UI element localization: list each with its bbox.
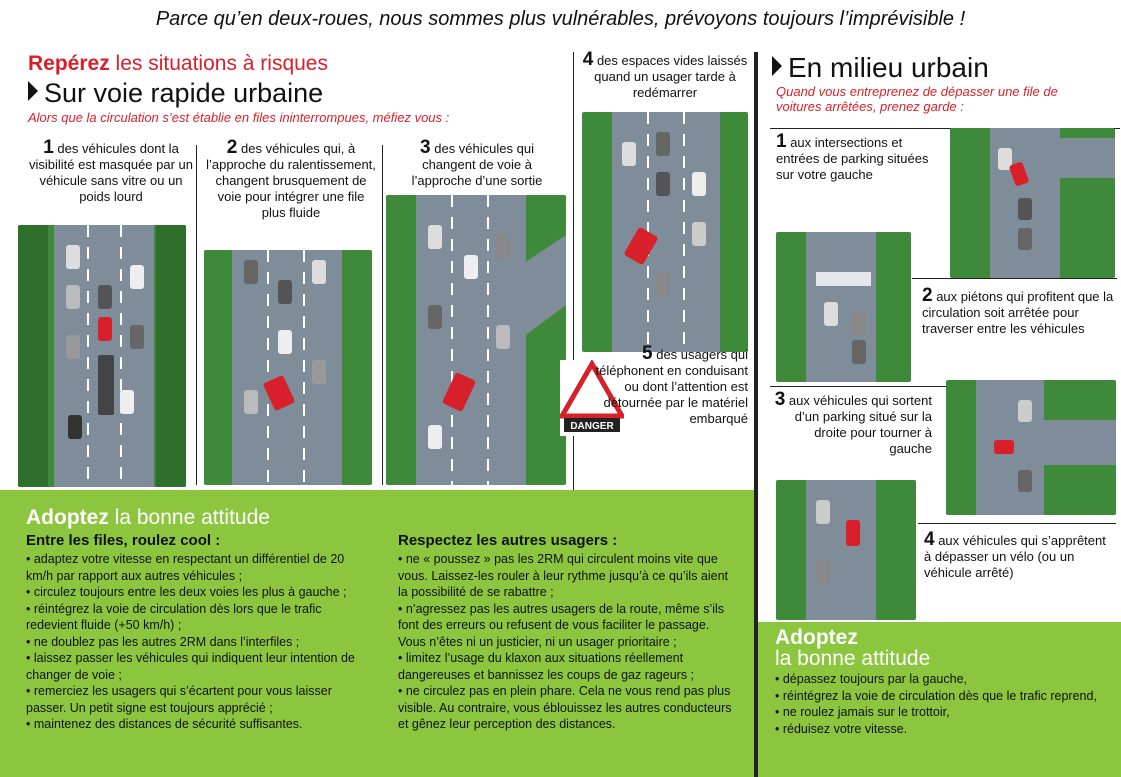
list-item: • remerciez les usagers qui s’écartent pour vous laisser passer. Un petit signe est toujours apprécié ; (26, 684, 332, 715)
col1-heading: Entre les files, roulez cool : (26, 532, 221, 549)
list-item: • laissez passer les véhicules qui indiquent leur intention de changer de voie ; (26, 651, 355, 682)
attitude-urban-list (775, 671, 1110, 737)
urban-item-3: 3 aux véhicules qui sortent d’un parking situé sur la droite pour tourner à gauche (774, 389, 932, 456)
divider (770, 386, 950, 387)
intro-urbain: Quand vous entreprenez de dépasser une file de voitures arrêtées, prenez garde : (776, 84, 1058, 114)
section-title-urbain: En milieu urbain (772, 52, 989, 84)
col2-heading: Respectez les autres usagers : (398, 532, 618, 549)
risk-item-2: 2 des véhicules qui, à l’approche du ralentissement, changent brusquement de voie pour intégrer une file plus fluide (206, 137, 376, 220)
triangle-bullet-icon (28, 81, 38, 101)
intro-voie-rapide: Alors que la circulation s’est établie en files ininterrompues, méfiez vous : (28, 110, 450, 125)
list-item: • ne doublez pas les autres 2RM dans l’interfiles ; (26, 634, 300, 649)
page-tagline: Parce qu’en deux-roues, nous sommes plus vulnérables, prévoyons toujours l’imprévisible ! (155, 8, 966, 30)
urban-item-2: 2 aux piétons qui profitent que la circulation soit arrêtée pour traverser entre les véhicules (922, 285, 1114, 336)
list-item: • n’agressez pas les autres usagers de la route, même s’ils font des erreurs ou refusent de vous faciliter le passage. Vous n’êtes ni un justicier, ni un usager prioritaire ; (398, 601, 725, 649)
triangle-bullet-icon (772, 56, 782, 76)
risk-item-1: 1 des véhicules dont la visibilité est masquée par un véhicule sans vitre ou un poids lourd (28, 137, 194, 204)
attitude-urban-title: Adoptez la bonne attitude (775, 626, 931, 670)
risk-item-4: 4 des espaces vides laissés quand un usager tarde à redémarrer (582, 49, 748, 100)
list-item: • ne roulez jamais sur le trottoir, (775, 705, 950, 719)
divider (918, 523, 1116, 524)
divider (382, 145, 383, 485)
road-illustration-3 (386, 195, 566, 485)
road-illustration-2 (204, 250, 372, 485)
list-item: • maintenez des distances de sécurité suffisantes. (26, 717, 303, 731)
urban-item-4: 4 aux véhicules qui s’apprêtent à dépasser un vélo (ou un véhicule arrêté) (924, 529, 1106, 580)
urban-item-1: 1 aux intersections et entrées de parking situées sur votre gauche (776, 131, 929, 182)
urban-illustration-1 (950, 128, 1115, 278)
list-item: • réintégrez la voie de circulation dès que le trafic reprend, (775, 688, 1097, 703)
risk-item-3: 3 des véhicules qui changent de voie à l’approche d’une sortie (411, 137, 543, 188)
road-illustration-1 (18, 225, 186, 487)
road-illustration-4 (582, 112, 748, 352)
col2-list (398, 551, 740, 733)
risk-item-5: 5 des usagers qui téléphonent en conduisant ou dont l’attention est détournée par le matériel embarqué (595, 343, 748, 426)
urban-illustration-4 (776, 480, 916, 620)
list-item: • limitez l’usage du klaxon aux situations réellement dangereuses et bannissez les coups de gaz rageurs ; (398, 651, 695, 682)
list-item: • adaptez votre vitesse en respectant un différentiel de 20 km/h par rapport aux autres véhicules ; (26, 552, 345, 583)
divider (196, 145, 197, 485)
divider (912, 278, 1117, 279)
section-title-voie-rapide: Sur voie rapide urbaine (28, 78, 323, 109)
col1-list (26, 551, 368, 733)
attitude-title: Adoptez la bonne attitude (26, 506, 270, 529)
list-item: • ne « poussez » pas les 2RM qui circulent moins vite que vous. Laissez-les rouler à leur rythme jusqu’à ce qu’ils aient la possibilité de se rabattre ; (398, 552, 729, 599)
list-item: • ne circulez pas en plein phare. Cela ne vous rend pas plus visible. Au contraire, vous éblouissez les autres conducteurs et gênez leur perception des distances. (398, 684, 732, 731)
list-item: • réduisez votre vitesse. (775, 721, 908, 736)
urban-illustration-2 (776, 232, 911, 382)
list-item: • dépassez toujours par la gauche, (775, 672, 967, 686)
header-reperez: Repérez les situations à risques (28, 52, 328, 75)
svg-text:DANGER: DANGER (570, 421, 614, 432)
urban-illustration-3 (946, 380, 1116, 515)
list-item: • réintégrez la voie de circulation dès lors que le trafic redevient fluide (+50 km/h) ; (26, 601, 322, 632)
list-item: • circulez toujours entre les deux voies les plus à gauche ; (26, 585, 347, 599)
